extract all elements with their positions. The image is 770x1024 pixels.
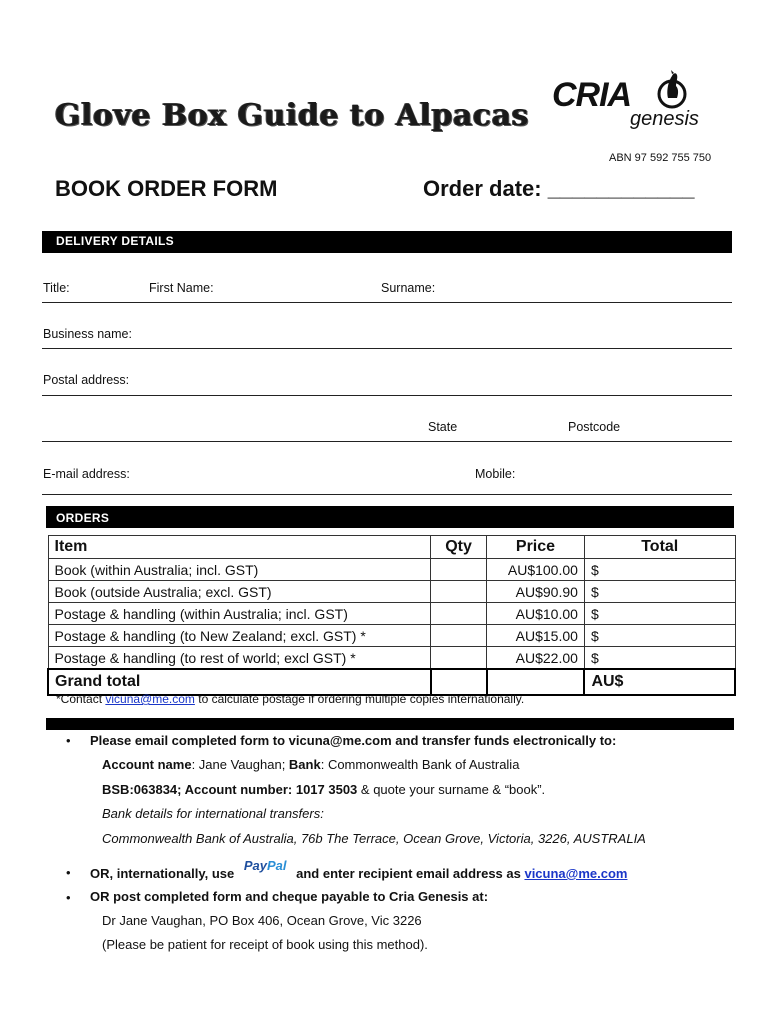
intl-transfer-heading: Bank details for international transfers: xyxy=(102,806,324,821)
qty-cell[interactable] xyxy=(431,625,487,647)
col-total: Total xyxy=(584,536,735,559)
item-cell: Postage & handling (to rest of world; excl GST) * xyxy=(48,647,431,670)
surname-label: Surname: xyxy=(381,281,436,295)
abn-number: ABN 97 592 755 750 xyxy=(609,152,712,164)
orders-table xyxy=(47,535,736,696)
delivery-details-bar xyxy=(42,231,732,253)
grand-total-label: Grand total xyxy=(48,669,431,695)
table-row xyxy=(48,581,735,603)
col-qty: Qty xyxy=(431,536,487,559)
account-name-value: : Jane Vaughan; xyxy=(191,757,289,772)
qty-cell[interactable] xyxy=(431,647,487,670)
email-label: E-mail address: xyxy=(43,467,130,481)
mobile-label: Mobile: xyxy=(475,467,516,481)
paypal-instruction xyxy=(90,858,628,881)
state-label: State xyxy=(428,420,458,434)
order-date-field[interactable]: Order date: ____________ xyxy=(423,176,695,201)
table-row xyxy=(48,559,735,581)
price-cell: AU$15.00 xyxy=(487,625,585,647)
total-cell[interactable]: $ xyxy=(584,647,735,670)
item-cell: Postage & handling (within Australia; incl. GST) xyxy=(48,603,431,625)
col-item: Item xyxy=(48,536,431,559)
bsb-account-number: BSB:063834; Account number: 1017 3503 xyxy=(102,782,358,797)
paypal-prefix: OR, internationally, use xyxy=(90,866,235,881)
qty-cell[interactable] xyxy=(431,559,487,581)
paypal-suffix: and enter recipient email address as xyxy=(296,866,525,881)
total-cell[interactable]: $ xyxy=(584,603,735,625)
paypal-pal: Pal xyxy=(267,858,287,873)
price-cell: AU$10.00 xyxy=(487,603,585,625)
form-title: BOOK ORDER FORM xyxy=(55,176,278,201)
paypal-logo[interactable] xyxy=(244,858,287,873)
business-name-line[interactable] xyxy=(42,348,732,349)
title-label: Title: xyxy=(43,281,70,295)
item-cell: Book (outside Australia; excl. GST) xyxy=(48,581,431,603)
paypal-email-link[interactable]: vicuna@me.com xyxy=(524,866,628,881)
intl-bank-address: Commonwealth Bank of Australia, 76b The Terrace, Ocean Grove, Victoria, 3226, AUSTRALIA xyxy=(102,831,646,846)
paypal-pay: Pay xyxy=(243,858,267,873)
price-cell: AU$22.00 xyxy=(487,647,585,670)
note-prefix: *Contact xyxy=(56,692,106,706)
postal-address-info: Dr Jane Vaughan, PO Box 406, Ocean Grove, Vic 3226 xyxy=(102,913,422,928)
table-row xyxy=(48,625,735,647)
total-cell[interactable]: $ xyxy=(584,581,735,603)
bank-value: : Commonwealth Bank of Australia xyxy=(320,757,520,772)
total-cell[interactable]: $ xyxy=(584,559,735,581)
state-postcode-line[interactable] xyxy=(42,441,732,442)
price-cell: AU$100.00 xyxy=(487,559,585,581)
note-suffix: to calculate postage if ordering multiple copies internationally. xyxy=(194,692,525,706)
table-row xyxy=(48,647,735,670)
grand-total-value[interactable]: AU$ xyxy=(584,669,735,695)
bank-label: Bank xyxy=(288,757,321,772)
postal-address-line[interactable] xyxy=(42,395,732,396)
postage-note xyxy=(56,692,524,706)
bsb-line xyxy=(102,782,545,797)
delivery-details-heading: DELIVERY DETAILS xyxy=(56,234,174,248)
logo-sub: genesis xyxy=(630,108,699,130)
post-patience-note: (Please be patient for receipt of book using this method). xyxy=(102,937,428,952)
orders-header-row xyxy=(48,536,735,559)
bullet-dot: • xyxy=(66,890,71,905)
col-price: Price xyxy=(487,536,585,559)
item-cell: Postage & handling (to New Zealand; excl. GST) * xyxy=(48,625,431,647)
table-row xyxy=(48,603,735,625)
name-line[interactable] xyxy=(42,302,732,303)
bullet-dot: • xyxy=(66,865,71,880)
bsb-suffix: & quote your surname & “book”. xyxy=(357,782,546,797)
account-name-line xyxy=(102,757,519,772)
email-transfer-instruction: Please email completed form to vicuna@me.com and transfer funds electronically to: xyxy=(90,733,617,748)
total-cell[interactable]: $ xyxy=(584,625,735,647)
postcode-label: Postcode xyxy=(568,420,621,434)
first-name-label: First Name: xyxy=(149,281,214,295)
orders-heading: ORDERS xyxy=(56,511,110,525)
orders-bar xyxy=(46,506,734,528)
qty-cell[interactable] xyxy=(431,581,487,603)
bullet-dot: • xyxy=(66,733,71,748)
qty-cell[interactable] xyxy=(431,603,487,625)
guide-title: Glove Box Guide to Alpacas xyxy=(55,98,530,133)
divider-bar xyxy=(46,718,734,730)
business-name-label: Business name: xyxy=(43,327,132,341)
postal-address-label: Postal address: xyxy=(43,373,130,387)
price-cell: AU$90.90 xyxy=(487,581,585,603)
cria-genesis-logo xyxy=(552,68,722,138)
note-email-link[interactable]: vicuna@me.com xyxy=(105,692,195,706)
logo-word: CRIA xyxy=(552,76,632,114)
account-name-label: Account name xyxy=(102,757,192,772)
cheque-instruction: OR post completed form and cheque payable to Cria Genesis at: xyxy=(90,889,489,904)
item-cell: Book (within Australia; incl. GST) xyxy=(48,559,431,581)
email-mobile-line[interactable] xyxy=(42,494,732,495)
